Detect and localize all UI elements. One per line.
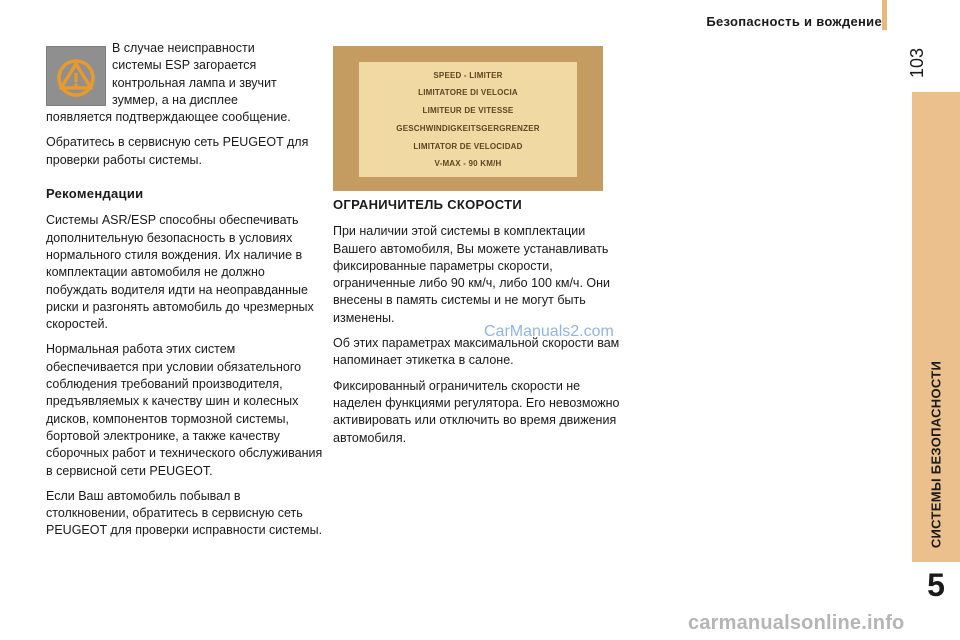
label-line: GESCHWINDIGKEITSGERGRENZER [396,123,540,133]
recommendations-paragraph: Нормальная работа этих систем обеспечивается при условии обязательного соблюдения требований производителя, предъявляемых к качеству шин и колесных дисков, компонентов тормозной системы, бортовой электронике, а также качеству сборочных работ и технического обслуживания в сервисной сети PEUGEOT. [46,342,323,478]
label-line: LIMITATOR DE VELOCIDAD [413,141,523,151]
label-sticker [359,62,577,177]
recommendations-title: Рекомендации [46,186,144,202]
label-line: LIMITEUR DE VITESSE [422,106,514,116]
intro-line: системы ESP загорается [112,58,257,73]
header-title: Безопасность и вождение [706,14,882,29]
label-line: V-MAX - 90 KM/H [434,159,502,169]
speed-limiter-title: ОГРАНИЧИТЕЛЬ СКОРОСТИ [333,197,522,212]
speed-limiter-label-photo [333,46,603,191]
intro-tail: появляется подтверждающее сообщение. [46,110,291,125]
recommendations-paragraph: Системы ASR/ESP способны обеспечивать дополнительную безопасность в условиях нормального стиля вождения. Их наличие в комплектации автомобиля не должно побуждать водителя идти на неоправданные риски и разгонять автомобиль до чрезмерных скоростей. [46,213,314,332]
speed-limiter-paragraph: При наличии этой системы в комплектации Вашего автомобиля, Вы можете устанавливать фиксированные параметры скорости, ограниченные либо 90 км/ч, либо 100 км/ч. Они внесены в память системы и не могут быть изменены. [333,224,611,325]
intro-line: зуммер, а на дисплее [112,92,238,107]
left-column [46,40,324,548]
label-line: SPEED - LIMITER [433,70,503,80]
intro-paragraph [46,40,324,126]
header-rule [882,0,887,30]
intro-line: контрольная лампа и звучит [112,75,277,90]
speed-limiter-paragraph: Фиксированный ограничитель скорости не наделен функциями регулятора. Его невозможно активировать или отключить во время движения автомобиля. [333,378,620,445]
service-paragraph: Обратитесь в сервисную сеть PEUGEOT для проверки работы системы. [46,135,309,167]
watermark-carmanuals: CarManuals2.com [484,323,614,340]
recommendations-paragraph: Если Ваш автомобиль побывал в столкновении, обратитесь в сервисную сеть PEUGEOT для проверки исправности системы. [46,488,323,538]
speed-limiter-paragraph: Об этих параметрах максимальной скорости вам напоминает этикетка в салоне. [333,336,620,368]
chapter-number: 5 [927,567,945,603]
side-tab-label: СИСТЕМЫ БЕЗОПАСНОСТИ [928,360,944,549]
watermark-site: carmanualsonline.info [688,612,905,634]
label-line: LIMITATORE DI VELOCIA [418,88,518,98]
page-number: 103 [907,47,927,78]
intro-line: В случае неисправности [112,41,255,55]
side-tab [912,92,960,562]
